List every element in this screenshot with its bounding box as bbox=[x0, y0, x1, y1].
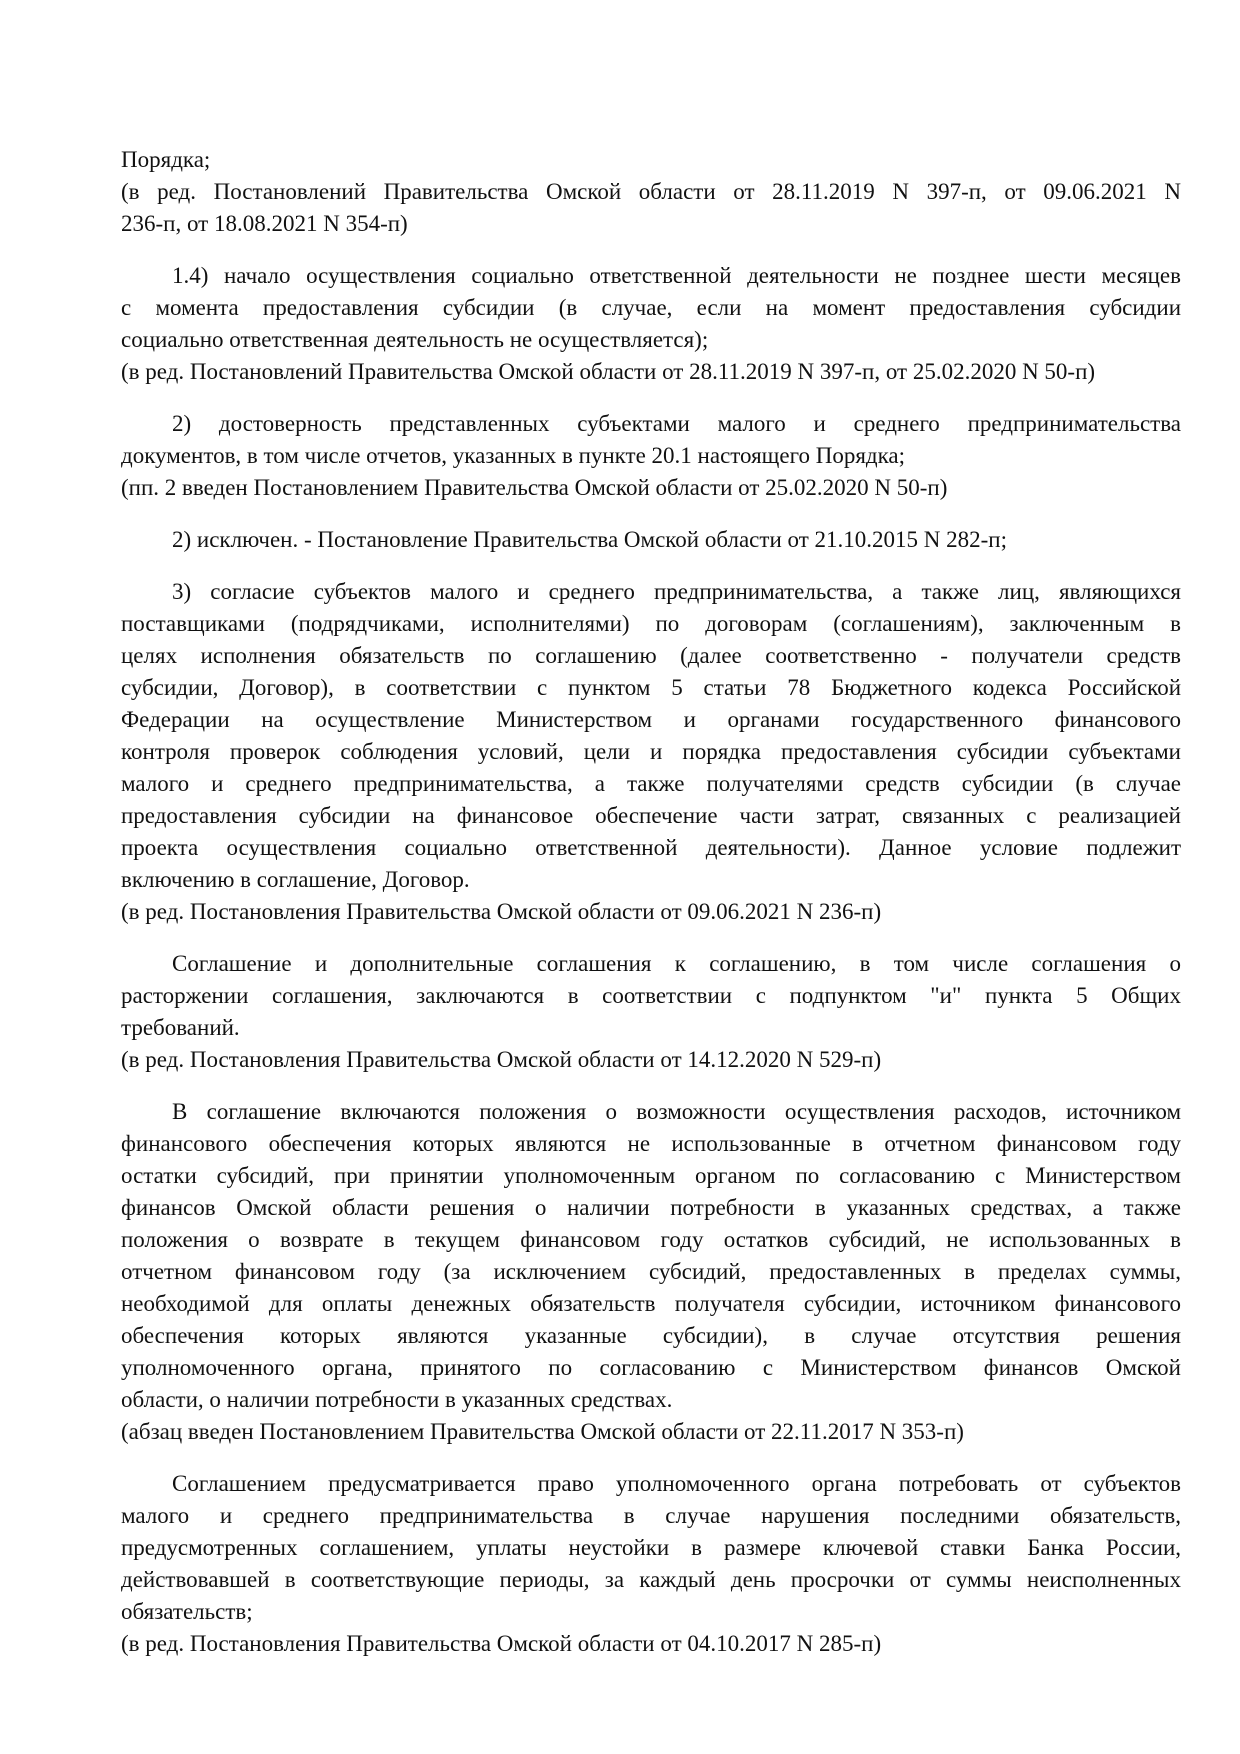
text-line: 3) согласие субъектов малого и среднего предпринимательства, а также лиц, являющихся bbox=[172, 579, 1181, 604]
text-line: 236-п, от 18.08.2021 N 354-п) bbox=[121, 211, 408, 236]
text-line: области, о наличии потребности в указанных средствах. bbox=[121, 1387, 673, 1412]
amendment-note-line: (в ред. Постановлений Правительства Омской области от 28.11.2019 N 397-п, от 25.02.2020 N 50-п) bbox=[121, 359, 1096, 384]
text-line: необходимой для оплаты денежных обязательств получателя субсидии, источником финансового bbox=[121, 1291, 1181, 1316]
text-line: целях исполнения обязательств по соглашению (далее соответственно - получатели средств bbox=[121, 643, 1181, 668]
amendment-note-line: (в ред. Постановления Правительства Омской области от 14.12.2020 N 529-п) bbox=[121, 1047, 882, 1072]
amendment-note-line: (в ред. Постановления Правительства Омской области от 04.10.2017 N 285-п) bbox=[121, 1631, 882, 1656]
text-line: субсидии, Договор), в соответствии с пунктом 5 статьи 78 Бюджетного кодекса Российской bbox=[121, 675, 1181, 700]
text-line: малого и среднего предпринимательства, а также получателями средств субсидии (в случае bbox=[121, 771, 1181, 796]
text-line: Соглашение и дополнительные соглашения к соглашению, в том числе соглашения о bbox=[172, 951, 1181, 976]
text-line: обеспечения которых являются указанные субсидии), в случае отсутствия решения bbox=[121, 1323, 1181, 1348]
text-line: предоставления субсидии на финансовое обеспечение части затрат, связанных с реализацией bbox=[121, 803, 1181, 828]
text-line: уполномоченного органа, принятого по согласованию с Министерством финансов Омской bbox=[121, 1355, 1181, 1380]
amendment-note-line: (пп. 2 введен Постановлением Правительства Омской области от 25.02.2020 N 50-п) bbox=[121, 475, 948, 500]
text-line: проекта осуществления социально ответственной деятельности). Данное условие подлежит bbox=[121, 835, 1181, 860]
text-line: остатки субсидий, при принятии уполномоченным органом по согласованию с Министерством bbox=[121, 1163, 1181, 1188]
text-line: включению в соглашение, Договор. bbox=[121, 867, 470, 892]
text-line: обязательств; bbox=[121, 1599, 253, 1624]
text-line: с момента предоставления субсидии (в случае, если на момент предоставления субсидии bbox=[121, 295, 1181, 320]
text-line: поставщиками (подрядчиками, исполнителями) по договорам (соглашениям), заключенным в bbox=[121, 611, 1181, 636]
text-line: действовавшей в соответствующие периоды, за каждый день просрочки от суммы неисполненных bbox=[121, 1567, 1181, 1592]
text-line: В соглашение включаются положения о возможности осуществления расходов, источником bbox=[172, 1099, 1181, 1124]
text-line: финансового обеспечения которых являются не использованные в отчетном финансовом году bbox=[121, 1131, 1181, 1156]
text-line: 2) достоверность представленных субъектами малого и среднего предпринимательства bbox=[172, 411, 1181, 436]
text-line: расторжении соглашения, заключаются в соответствии с подпунктом "и" пункта 5 Общих bbox=[121, 983, 1181, 1008]
text-line: положения о возврате в текущем финансовом году остатков субсидий, не использованных в bbox=[121, 1227, 1181, 1252]
text-line: Порядка; bbox=[121, 147, 211, 172]
amendment-note-line: (в ред. Постановления Правительства Омской области от 09.06.2021 N 236-п) bbox=[121, 899, 882, 924]
text-line: финансов Омской области решения о наличии потребности в указанных средствах, а также bbox=[121, 1195, 1181, 1220]
amendment-note-line: (в ред. Постановлений Правительства Омской области от 28.11.2019 N 397-п, от 09.06.2021 N bbox=[121, 179, 1181, 204]
text-line: отчетном финансовом году (за исключением субсидий, предоставленных в пределах суммы, bbox=[121, 1259, 1181, 1284]
text-line: социально ответственная деятельность не осуществляется); bbox=[121, 327, 709, 352]
text-line: Соглашением предусматривается право уполномоченного органа потребовать от субъектов bbox=[172, 1471, 1181, 1496]
text-line: документов, в том числе отчетов, указанных в пункте 20.1 настоящего Порядка; bbox=[121, 443, 906, 468]
text-line: 2) исключен. - Постановление Правительства Омской области от 21.10.2015 N 282-п; bbox=[172, 527, 1007, 552]
text-line: 1.4) начало осуществления социально ответственной деятельности не позднее шести месяцев bbox=[172, 263, 1181, 288]
text-line: малого и среднего предпринимательства в случае нарушения последними обязательств, bbox=[121, 1503, 1181, 1528]
text-line: требований. bbox=[121, 1015, 240, 1040]
text-line: Федерации на осуществление Министерством и органами государственного финансового bbox=[121, 707, 1181, 732]
text-line: контроля проверок соблюдения условий, цели и порядка предоставления субсидии субъектами bbox=[121, 739, 1181, 764]
amendment-note-line: (абзац введен Постановлением Правительства Омской области от 22.11.2017 N 353-п) bbox=[121, 1419, 964, 1444]
text-line: предусмотренных соглашением, уплаты неустойки в размере ключевой ставки Банка России, bbox=[121, 1535, 1181, 1560]
